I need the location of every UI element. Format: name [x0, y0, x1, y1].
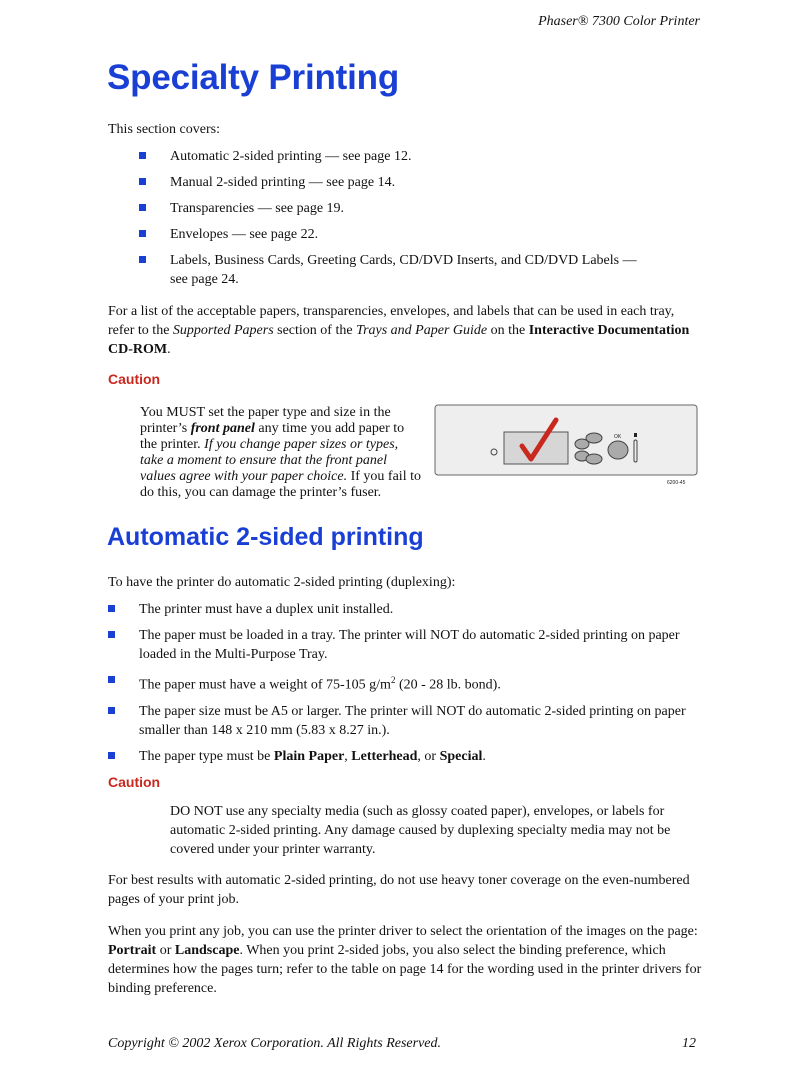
list-item: The printer must have a duplex unit installed.: [108, 600, 704, 619]
requirements-list: [108, 600, 704, 773]
best-results-text: For best results with automatic 2-sided printing, do not use heavy toner coverage on the even-numbered pages of your print job.: [108, 873, 690, 907]
list-item: Manual 2-sided printing — see page 14.: [139, 173, 679, 192]
down-arrow-button-icon: [586, 454, 602, 464]
list-item: The paper must have a weight of 75-105 $g/m^2$ (20 - 28 lb. bond).: [108, 671, 704, 695]
topic-list: [139, 147, 679, 296]
bullet-square-icon: [139, 152, 146, 159]
list-item: Envelopes — see page 22.: [139, 225, 679, 244]
section-title: Automatic 2-sided printing: [107, 523, 424, 551]
cd-rom-ref: Interactive Documentation CD-ROM: [108, 323, 690, 357]
bullet-square-icon: [108, 676, 115, 683]
running-header: Phaser® 7300 Color Printer: [538, 14, 700, 29]
list-item: Transparencies — see page 19.: [139, 199, 679, 218]
caution-label: Caution: [108, 371, 161, 387]
section-intro: To have the printer do automatic 2-sided printing (duplexing):: [108, 575, 456, 590]
orientation-text: When you print any job, you can use the printer driver to select the orientation of the images on the page: Portrait or Landscape. When you print 2-sided jobs, you also select the binding preference, which determines how the pages turn; refer to the table on page 14 for the wording used in the printer drivers for binding preference.: [108, 924, 702, 996]
bullet-square-icon: [139, 204, 146, 211]
list-item: The paper type must be Plain Paper, Letterhead, or Special.: [108, 747, 704, 766]
ok-label: OK: [614, 434, 622, 440]
bullet-square-icon: [108, 631, 115, 638]
bullet-square-icon: [139, 230, 146, 237]
caution-text: You MUST set the paper type and size in the printer’s front panel any time you add paper to the printer. If you change paper sizes or types, take a moment to ensure that the front panel values agree with your paper choice. If you fail to do this, you can damage the printer’s fuser.: [140, 405, 421, 500]
figure-id: 6200-45: [667, 480, 686, 486]
page-number: 12: [682, 1036, 696, 1051]
intro-text: This section covers:: [108, 122, 220, 137]
list-item: The paper size must be A5 or larger. The printer will NOT do automatic 2-sided printing on paper smaller than 148 x 210 mm (5.83 x 8.27 in.).: [108, 702, 704, 740]
bullet-square-icon: [139, 178, 146, 185]
ok-button-icon: [608, 441, 628, 459]
papers-paragraph: For a list of the acceptable papers, transparencies, envelopes, and labels that can be used in each tray, refer to the Supported Papers section of the Trays and Paper Guide on the Interactive Documentation CD-ROM.: [108, 304, 690, 357]
list-item: The paper must be loaded in a tray. The printer will NOT do automatic 2-sided printing on paper loaded in the Multi-Purpose Tray.: [108, 626, 704, 664]
caution-label: Caution: [108, 774, 161, 790]
bullet-square-icon: [108, 605, 115, 612]
bullet-square-icon: [108, 752, 115, 759]
list-item: Automatic 2-sided printing — see page 12.: [139, 147, 679, 166]
copyright-footer: Copyright © 2002 Xerox Corporation. All Rights Reserved.: [108, 1036, 441, 1051]
up-arrow-button-icon: [586, 433, 602, 443]
trays-guide-ref: Trays and Paper Guide: [356, 323, 488, 338]
bullet-square-icon: [108, 707, 115, 714]
front-panel-figure: [434, 404, 698, 488]
bullet-square-icon: [139, 256, 146, 263]
supported-papers-ref: Supported Papers: [172, 323, 274, 338]
lock-icon: [634, 433, 637, 437]
list-item: Labels, Business Cards, Greeting Cards, CD/DVD Inserts, and CD/DVD Labels — see page 24.: [139, 251, 679, 289]
caution-text: DO NOT use any specialty media (such as glossy coated paper), envelopes, or labels for automatic 2-sided printing. Any damage caused by duplexing specialty media may not be covered under your printer warranty.: [170, 804, 671, 857]
page-title: Specialty Printing: [107, 58, 400, 97]
